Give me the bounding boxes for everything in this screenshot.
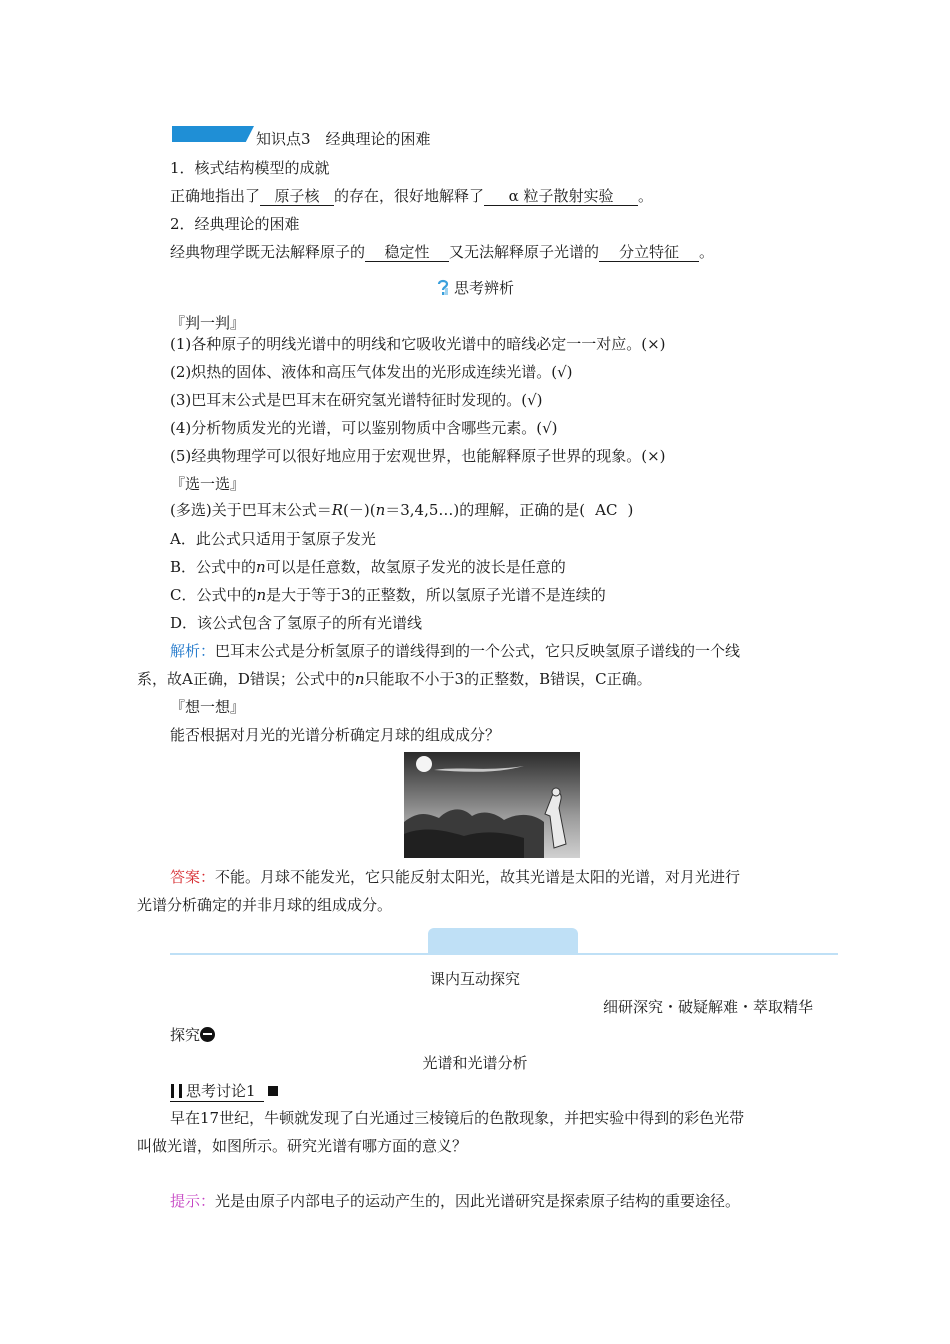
discuss-line-2: 叫做光谱，如图所示。研究光谱有哪方面的意义？ xyxy=(137,1137,468,1155)
option-d xyxy=(170,613,422,633)
think-question: 能否根据对月光的光谱分析确定月球的组成成分？ xyxy=(170,726,501,744)
analysis-text-1: 巴耳末公式是分析氢原子的谱线得到的一个公式，它只反映氢原子谱线的一个线 xyxy=(215,642,741,660)
answer-line-1 xyxy=(170,867,740,887)
explore-label: 探究 xyxy=(170,1026,201,1044)
discuss-label-line xyxy=(170,1081,278,1102)
moon-icon xyxy=(416,756,432,772)
hint-label: 提示： xyxy=(170,1192,216,1210)
question-text-a: (多选)关于巴耳末公式＝ xyxy=(170,501,332,519)
discuss-label: 思考讨论1 xyxy=(186,1082,256,1100)
explore-label-line xyxy=(170,1025,215,1045)
section-header: 知识点3 经典理论的困难 xyxy=(256,130,431,148)
analysis-line-2 xyxy=(137,669,652,689)
question-text-c: ＝3,4,5…)的理解，正确的是( xyxy=(385,501,586,519)
think-icon xyxy=(436,278,450,296)
discuss-line-1: 早在17世纪，牛顿就发现了白光通过三棱镜后的色散现象，并把实验中得到的彩色光带 xyxy=(170,1109,745,1127)
item2-line xyxy=(170,242,714,262)
option-b-var: n xyxy=(256,558,266,576)
question-line xyxy=(170,500,633,520)
question-answer: AC xyxy=(595,501,618,519)
section-tab xyxy=(428,928,578,954)
section-marker-bar xyxy=(172,126,254,142)
item1-blank-alpha: α 粒子散射实验 xyxy=(484,187,638,206)
item2-text-b: 又无法解释原子光谱的 xyxy=(449,243,600,261)
item1-text-b: 的存在，很好地解释了 xyxy=(334,187,485,205)
circled-one-icon xyxy=(200,1027,215,1042)
moonlight-illustration xyxy=(404,752,580,858)
judge-item-2: (2)炽热的固体、液体和高压气体发出的光形成连续光谱。(√) xyxy=(170,363,573,381)
question-text-b: (－)( xyxy=(343,501,376,519)
square-icon xyxy=(268,1086,278,1096)
hint-line xyxy=(170,1191,740,1211)
judge-item-1: (1)各种原子的明线光谱中的明线和它吸收光谱中的暗线必定一一对应。(×) xyxy=(170,335,666,353)
option-a-text: A．此公式只适用于氢原子发光 xyxy=(170,530,376,548)
answer-line-2: 光谱分析确定的并非月球的组成成分。 xyxy=(137,896,393,914)
item2-blank-stability: 稳定性 xyxy=(365,243,449,262)
question-var-n: n xyxy=(375,501,386,519)
analysis-var-n: n xyxy=(354,670,365,688)
item1-line xyxy=(170,186,653,206)
item2-text-a: 经典物理学既无法解释原子的 xyxy=(170,243,366,261)
judge-header: 『判一判』 xyxy=(170,314,246,332)
item2-title: 2．经典理论的困难 xyxy=(170,215,300,233)
question-text-d: ) xyxy=(627,501,634,519)
explore-title: 光谱和光谱分析 xyxy=(422,1054,528,1072)
judge-item-5: (5)经典物理学可以很好地应用于宏观世界，也能解释原子世界的现象。(×) xyxy=(170,447,666,465)
answer-text-1: 不能。月球不能发光，它只能反射太阳光，故其光谱是太阳的光谱，对月光进行 xyxy=(215,868,741,886)
option-b-text-b: 可以是任意数，故氢原子发光的波长是任意的 xyxy=(265,558,566,576)
answer-label: 答案： xyxy=(170,868,216,886)
item1-blank-nucleus: 原子核 xyxy=(260,187,334,206)
judge-item-4: (4)分析物质发光的光谱，可以鉴别物质中含哪些元素。(√) xyxy=(170,419,558,437)
think-title: 思考辨析 xyxy=(453,279,514,297)
item1-title: 1．核式结构模型的成就 xyxy=(170,159,330,177)
section2-subtitle: 细研深究・破疑解难・萃取精华 xyxy=(602,998,813,1016)
judge-item-3: (3)巴耳末公式是巴耳末在研究氢光谱特征时发现的。(√) xyxy=(170,391,543,409)
question-var-r: R xyxy=(331,501,344,519)
think-header: 『想一想』 xyxy=(170,698,246,716)
hint-text: 光是由原子内部电子的运动产生的，因此光谱研究是探索原子结构的重要途径。 xyxy=(215,1192,741,1210)
item2-text-c: 。 xyxy=(699,243,715,261)
discuss-label-wrap xyxy=(170,1081,264,1102)
double-bar-icon xyxy=(170,1084,184,1098)
option-c-text-a: C．公式中的 xyxy=(170,586,257,604)
option-b xyxy=(170,557,566,577)
analysis-text-2a: 系，故A正确，D错误；公式中的 xyxy=(137,670,355,688)
analysis-text-2b: 只能取不小于3的正整数，B错误，C正确。 xyxy=(364,670,652,688)
choose-header: 『选一选』 xyxy=(170,475,246,493)
analysis-label: 解析： xyxy=(170,642,216,660)
option-b-text-a: B．公式中的 xyxy=(170,558,257,576)
option-a xyxy=(170,529,376,549)
option-c xyxy=(170,585,606,605)
think-heading xyxy=(0,278,950,298)
analysis-line-1 xyxy=(170,641,740,661)
option-c-text-b: 是大于等于3的正整数，所以氢原子光谱不是连续的 xyxy=(266,586,606,604)
item1-text-c: 。 xyxy=(638,187,654,205)
option-c-var: n xyxy=(256,586,267,604)
section-divider xyxy=(170,953,838,955)
section2-title: 课内互动探究 xyxy=(429,970,520,988)
option-d-text: D．该公式包含了氢原子的所有光谱线 xyxy=(170,614,423,632)
item2-blank-discrete: 分立特征 xyxy=(599,243,699,262)
item1-text-a: 正确地指出了 xyxy=(170,187,261,205)
